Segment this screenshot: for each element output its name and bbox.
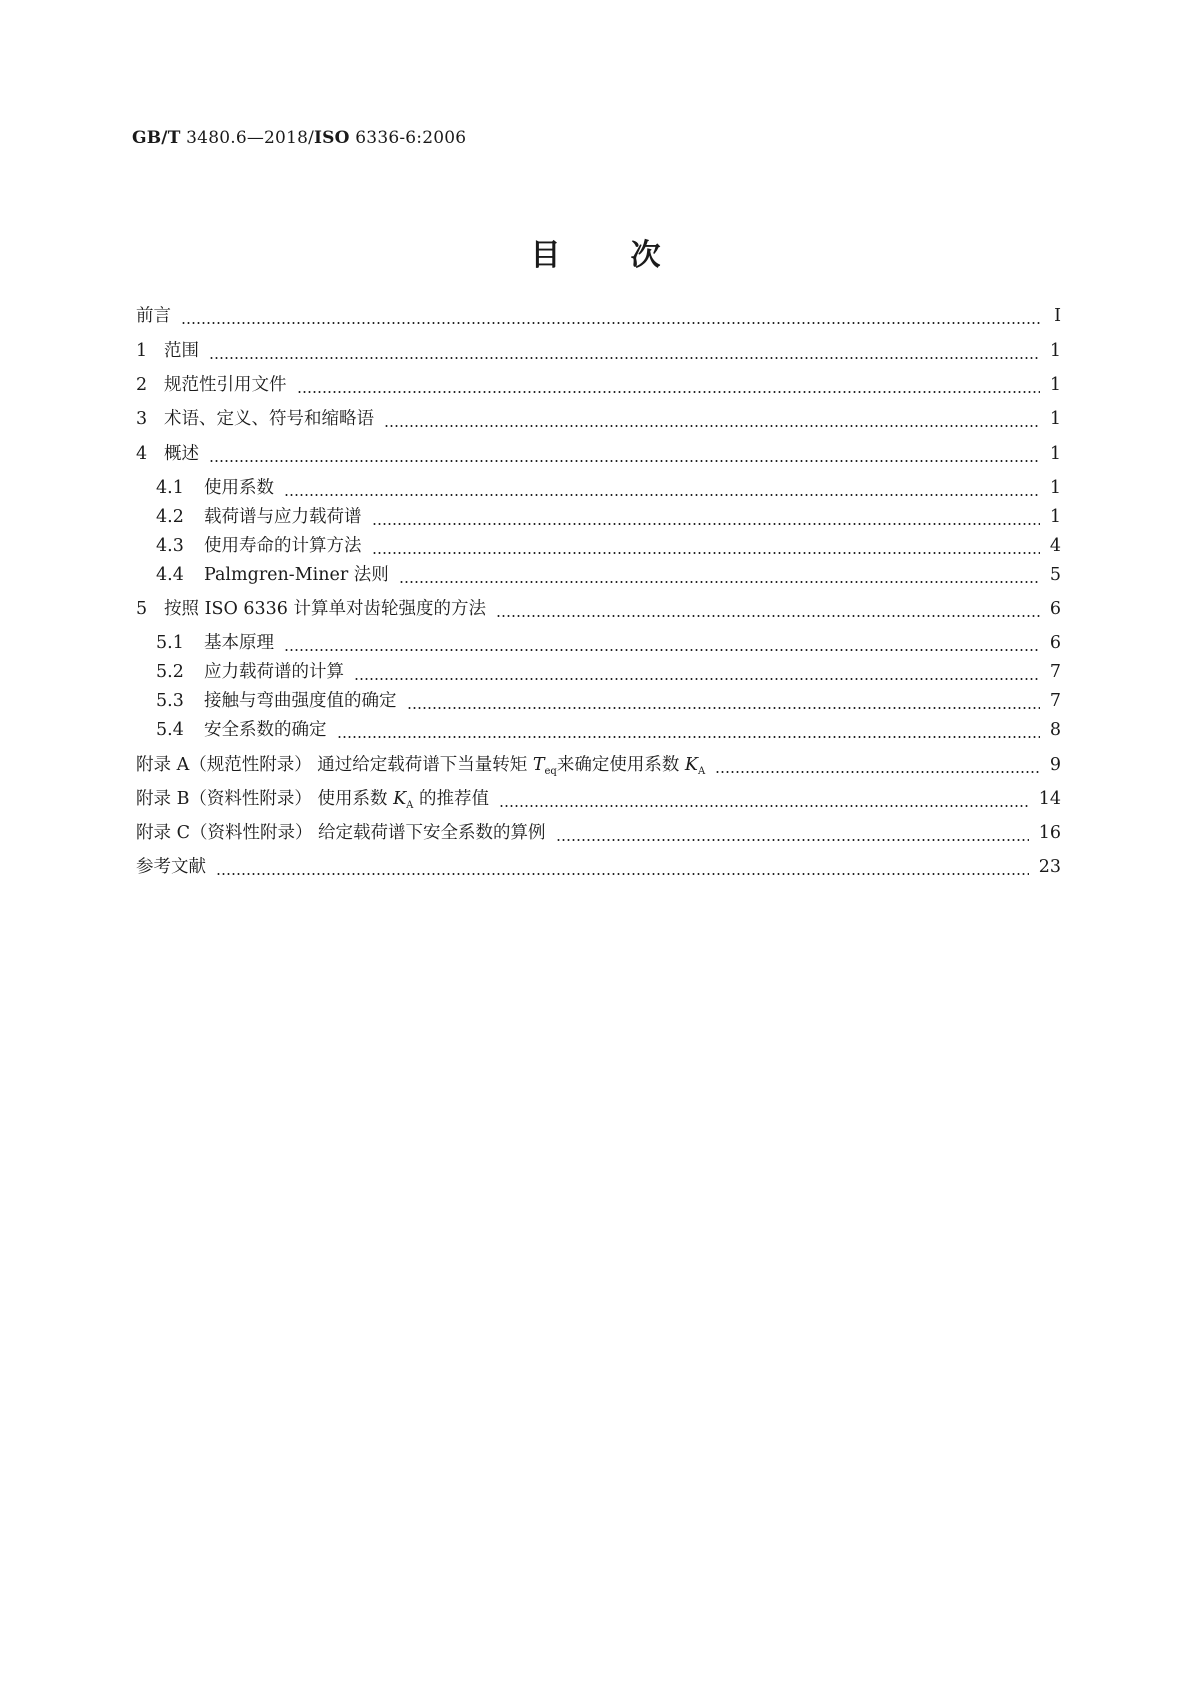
toc-title: 接触与弯曲强度值的确定: [204, 691, 397, 711]
toc-leader: [372, 552, 1040, 554]
toc-title: 附录 C（资料性附录） 给定载荷谱下安全系数的算例: [136, 823, 546, 843]
toc-page: 6: [1049, 599, 1061, 619]
toc-leader: [284, 494, 1040, 496]
toc-leader: [209, 460, 1040, 462]
toc-title-text: 附录 A（规范性附录） 通过给定载荷谱下当量转矩: [136, 755, 533, 775]
toc-number: 4.2: [156, 507, 184, 527]
toc-page: 4: [1049, 536, 1061, 556]
toc-leader: [216, 873, 1029, 875]
toc-leader: [399, 581, 1040, 583]
code-part-number: 3480.6—2018/: [186, 128, 315, 148]
toc-page: 1: [1049, 375, 1061, 395]
toc-title-text: 来确定使用系数: [556, 755, 685, 775]
toc-entry-bibliography[interactable]: [136, 855, 1061, 879]
toc-leader: [407, 707, 1040, 709]
toc-leader: [181, 322, 1041, 324]
toc-leader: [337, 736, 1040, 738]
toc-title: 规范性引用文件: [164, 375, 287, 395]
toc-page: 1: [1049, 409, 1061, 429]
toc-title: 参考文献: [136, 857, 206, 877]
toc-number: 5.2: [156, 662, 184, 682]
toc-leader: [715, 771, 1040, 773]
toc-page: 6: [1049, 633, 1061, 653]
code-part-gbt: GB/T: [132, 128, 181, 148]
toc-title: 概述: [164, 444, 199, 464]
toc-leader: [499, 805, 1029, 807]
toc-entry-annex-b[interactable]: [136, 787, 1061, 811]
toc-entry-3[interactable]: [136, 407, 1061, 431]
toc-page: 7: [1049, 691, 1061, 711]
toc-number: 5.1: [156, 633, 184, 653]
toc-page: Ⅰ: [1054, 306, 1061, 326]
toc-entry-5-1[interactable]: [156, 631, 1061, 655]
subscript-eq: eq: [544, 766, 557, 777]
toc-number: 5: [136, 599, 148, 619]
toc-entry-4-2[interactable]: [156, 505, 1061, 529]
toc-title: [136, 787, 489, 818]
toc-leader: [354, 678, 1040, 680]
toc-title: 按照 ISO 6336 计算单对齿轮强度的方法: [164, 599, 486, 619]
toc-title: 术语、定义、符号和缩略语: [164, 409, 374, 429]
toc-title: 安全系数的确定: [204, 720, 327, 740]
toc-entry-annex-a[interactable]: [136, 753, 1061, 777]
toc-page: 5: [1049, 565, 1061, 585]
toc-title: 基本原理: [204, 633, 274, 653]
toc-entry-4-3[interactable]: [156, 534, 1061, 558]
toc-number: 2: [136, 375, 148, 395]
toc-title: 使用寿命的计算方法: [204, 536, 362, 556]
toc-number: 3: [136, 409, 148, 429]
toc-entry-annex-c[interactable]: [136, 821, 1061, 845]
toc-leader: [297, 391, 1040, 393]
toc-page: 16: [1038, 823, 1061, 843]
toc-title-text: 的推荐值: [413, 789, 489, 809]
document-code: [132, 128, 466, 148]
title-char-1: 目: [530, 238, 561, 273]
toc-entry-4-1[interactable]: [156, 476, 1061, 500]
code-part-iso: ISO: [314, 128, 350, 148]
toc-page: 1: [1049, 444, 1061, 464]
toc-leader: [372, 523, 1040, 525]
toc-page: 14: [1038, 789, 1061, 809]
toc-leader: [496, 615, 1040, 617]
toc-entry-4-4[interactable]: [156, 563, 1061, 587]
symbol-k: K: [393, 789, 407, 809]
toc-leader: [284, 649, 1040, 651]
toc-page: 1: [1049, 341, 1061, 361]
toc-number: 4.3: [156, 536, 184, 556]
toc-title-text: 附录 B（资料性附录） 使用系数: [136, 789, 394, 809]
toc-entry-5[interactable]: [136, 597, 1061, 621]
toc-page: 8: [1049, 720, 1061, 740]
toc-title: [136, 753, 705, 784]
symbol-t: T: [532, 755, 545, 775]
toc-leader: [556, 839, 1029, 841]
toc-title: Palmgren-Miner 法则: [204, 565, 389, 585]
toc-entry-4[interactable]: [136, 442, 1061, 466]
toc-number: 4.1: [156, 478, 184, 498]
toc-number: 5.3: [156, 691, 184, 711]
toc-title: 前言: [136, 306, 171, 326]
toc-number: 4: [136, 444, 148, 464]
subscript-a: A: [697, 766, 706, 777]
toc-entry-5-4[interactable]: [156, 718, 1061, 742]
toc-title: 载荷谱与应力载荷谱: [204, 507, 362, 527]
toc-number: 5.4: [156, 720, 184, 740]
toc-entry-2[interactable]: [136, 373, 1061, 397]
toc-entry-foreword[interactable]: [136, 304, 1061, 328]
toc-title: 范围: [164, 341, 199, 361]
toc-entry-5-3[interactable]: [156, 689, 1061, 713]
page-title: [0, 230, 1191, 274]
symbol-k: K: [684, 755, 698, 775]
code-part-iso-number: 6336-6:2006: [355, 128, 467, 148]
toc-number: 4.4: [156, 565, 184, 585]
subscript-a: A: [406, 800, 414, 811]
toc-page: 7: [1049, 662, 1061, 682]
toc-page: 9: [1049, 755, 1061, 775]
toc-title: 使用系数: [204, 478, 274, 498]
toc-title: 应力载荷谱的计算: [204, 662, 344, 682]
title-char-2: 次: [630, 238, 661, 273]
toc-page: 23: [1038, 857, 1061, 877]
toc-leader: [384, 425, 1040, 427]
toc-entry-5-2[interactable]: [156, 660, 1061, 684]
toc-leader: [209, 357, 1040, 359]
toc-number: 1: [136, 341, 148, 361]
toc-page: 1: [1049, 478, 1061, 498]
toc-entry-1[interactable]: [136, 339, 1061, 363]
toc-page: 1: [1049, 507, 1061, 527]
